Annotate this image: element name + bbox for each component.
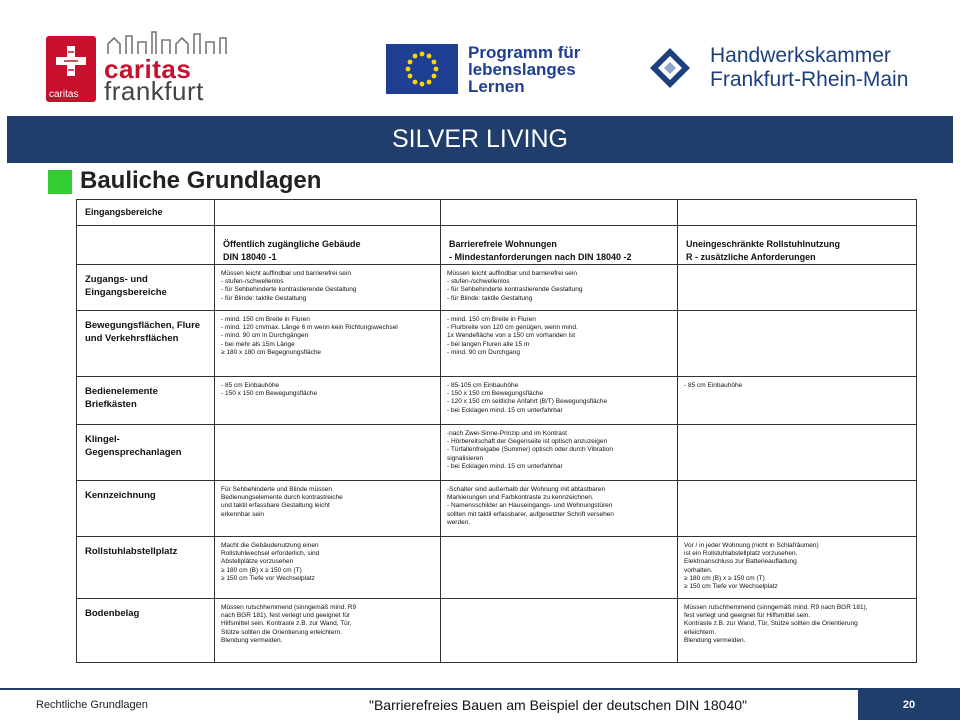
- table-cell: Vor / in jeder Wohnung (nicht in Schlafräumen) ist ein Rollstuhlabstellplatz vorzusehen. Elektroanschluss zur Batterieaufladung vorhalten. ≥ 180 cm (B) x ≥ 150 cm (T) ≥ 150 cm Tiefe vor Wechselplatz: [678, 537, 917, 599]
- table-cell: Müssen leicht auffindbar und barrierefrei sein - stufen-/schwellenlos - für Sehbehinderte kontrastierende Gestaltung - für Blinde: taktile Gestaltung: [441, 265, 678, 311]
- requirements-table: [76, 199, 916, 665]
- footer-left-label: Rechtliche Grundlagen: [36, 699, 148, 711]
- column-header-line-1: Öffentlich zugängliche Gebäude: [223, 239, 361, 249]
- section-title: Bauliche Grundlagen: [80, 167, 322, 194]
- row-label: Klingel- Gegensprechanlagen: [77, 425, 215, 481]
- table-cell: Müssen rutschhemmend (sinngemäß mind. R9 nach BGR 181), fest verlegt und geeignet für Hilfsmittel sein. Kontraste z.B. zur Wand, Tür, Stütze sollten die Orientierung erleichtern. Blendung vermeiden.: [678, 599, 917, 663]
- group-empty-cell: [678, 200, 917, 226]
- table-cell: Müssen rutschhemmend (sinngemäß mind. R9 nach BGR 181), fest verlegt und geeignet für Hilfsmittel sein. Kontraste z.B. zur Wand, Tür, Stütze sollten die Orientierung erleichtern. Blendung vermeiden.: [215, 599, 441, 663]
- row-label: Bedienelemente Briefkästen: [77, 377, 215, 425]
- eu-text-line-2: lebenslanges: [468, 60, 576, 79]
- table-cell: [678, 425, 917, 481]
- footer-presentation-title: "Barrierefreies Bauen am Beispiel der deutschen DIN 18040": [258, 690, 858, 720]
- table-cell: [215, 425, 441, 481]
- hwk-text: [710, 44, 908, 92]
- caritas-logo: [46, 36, 206, 104]
- group-empty-cell: [441, 200, 678, 226]
- row-label: Kennzeichnung: [77, 481, 215, 537]
- table-cell: [678, 265, 917, 311]
- column-header-line-2: DIN 18040 -1: [223, 252, 277, 262]
- table-cell: - 85-105 cm Einbauhöhe - 150 x 150 cm Bewegungsfläche - 120 x 150 cm seitliche Anfahrt (B/T) Bewegungsfläche - bei Ecklagen mind. 15 cm unterfahrbar: [441, 377, 678, 425]
- table-cell: -Schalter sind außerhalb der Wohnung mit abtastbaren Markierungen und Farbkontraste zu kennzeichnen. - Namensschilder an Hauseingangs- und Wohnungstüren sollten mit taktil erfassbarer, aufgesetzter Schrift versehen werden.: [441, 481, 678, 537]
- table-cell: [441, 537, 678, 599]
- hwk-text-line-1: Handwerkskammer: [710, 44, 891, 67]
- table-cell: [678, 481, 917, 537]
- column-header-wheelchair: [678, 226, 917, 265]
- caritas-name: caritas: [104, 54, 192, 84]
- eu-lifelong-learning-logo: [386, 44, 586, 96]
- logo-header: [0, 0, 960, 108]
- eu-text-line-3: Lernen: [468, 77, 525, 96]
- row-label: Bewegungsflächen, Flure und Verkehrsflächen: [77, 311, 215, 377]
- skyline-icon: [106, 30, 236, 56]
- row-label: Zugangs- und Eingangsbereiche: [77, 265, 215, 311]
- caritas-small-label: caritas: [49, 89, 79, 100]
- eu-text-line-1: Programm für: [468, 43, 581, 62]
- group-empty-cell: [215, 200, 441, 226]
- eu-flag-icon: [386, 44, 458, 94]
- footer-left: [0, 690, 258, 720]
- table-row: [77, 481, 917, 537]
- row-label: Bodenbelag: [77, 599, 215, 663]
- group-label: Eingangsbereiche: [77, 200, 215, 226]
- hwk-mark-icon: [648, 46, 692, 90]
- eu-program-text: [468, 44, 580, 95]
- caritas-city: frankfurt: [104, 76, 204, 106]
- hwk-logo: [648, 44, 948, 96]
- column-header-line-1: Barrierefreie Wohnungen: [449, 239, 557, 249]
- column-header-line-2: - Mindestanforderungen nach DIN 18040 -2: [449, 252, 632, 262]
- table-cell: -nach Zwei-Sinne-Prinzip und im Kontrast - Hörbereitschaft der Gegenseite ist optisch anzuzeigen - Türfallenfreigabe (Summer) optisch oder durch Vibration signalisieren - bei Ecklagen mind. 15 cm unterfahrbar: [441, 425, 678, 481]
- table-cell: [678, 311, 917, 377]
- table-cell: - 85 cm Einbauhöhe - 150 x 150 cm Bewegungsfläche: [215, 377, 441, 425]
- caritas-cross-icon: [46, 36, 96, 102]
- table-group-row: [77, 200, 917, 226]
- page-number: 20: [902, 699, 916, 711]
- row-label: Rollstuhlabstellplatz: [77, 537, 215, 599]
- hwk-text-line-2: Frankfurt-Rhein-Main: [710, 68, 909, 91]
- table-cell: Für Sehbehinderte und Blinde müssen Bedienungselemente durch kontrastreiche und taktil erfassbare Gestaltung leicht erkennbar sein: [215, 481, 441, 537]
- table-row: [77, 599, 917, 663]
- table-cell: - mind. 150 cm Breite in Fluren - mind. 120 cm/max. Länge 6 m wenn kein Richtungswechsel - mind. 90 cm in Durchgängen - bei mehr als 15m Länge ≥ 180 x 180 cm Begegnungsfläche: [215, 311, 441, 377]
- table-row: [77, 265, 917, 311]
- column-header-line-2: R - zusätzliche Anforderungen: [686, 252, 816, 262]
- table-cell: - mind. 150 cm Breite in Fluren - Flurbreite von 120 cm genügen, wenn mind. 1x Wendefläche von ≥ 150 cm vorhanden ist - bei langen Fluren alle 15 m - mind. 90 cm Durchgang: [441, 311, 678, 377]
- header-empty-cell: [77, 226, 215, 265]
- title-band: SILVER LIVING: [7, 116, 953, 163]
- table-row: [77, 537, 917, 599]
- column-header-line-1: Uneingeschränkte Rollstuhlnutzung: [686, 239, 841, 249]
- table-cell: Macht die Gebäudenutzung einen Rollstuhlwechsel erforderlich, sind Abstellplätze vorzusehen ≥ 180 cm (B) x ≥ 150 cm (T) ≥ 150 cm Tiefe vor Wechselplatz: [215, 537, 441, 599]
- table-cell: - 85 cm Einbauhöhe: [678, 377, 917, 425]
- table-cell: [441, 599, 678, 663]
- table-row: [77, 377, 917, 425]
- column-header-apartments: [441, 226, 678, 265]
- section-marker-icon: [48, 170, 72, 194]
- table-cell: Müssen leicht auffindbar und barrierefrei sein - stufen-/schwellenlos - für Sehbehinderte kontrastierende Gestaltung - für Blinde: taktile Gestaltung: [215, 265, 441, 311]
- column-header-public: [215, 226, 441, 265]
- table-row: [77, 311, 917, 377]
- footer: [0, 690, 960, 720]
- table-row: [77, 425, 917, 481]
- table-header-row: [77, 226, 917, 265]
